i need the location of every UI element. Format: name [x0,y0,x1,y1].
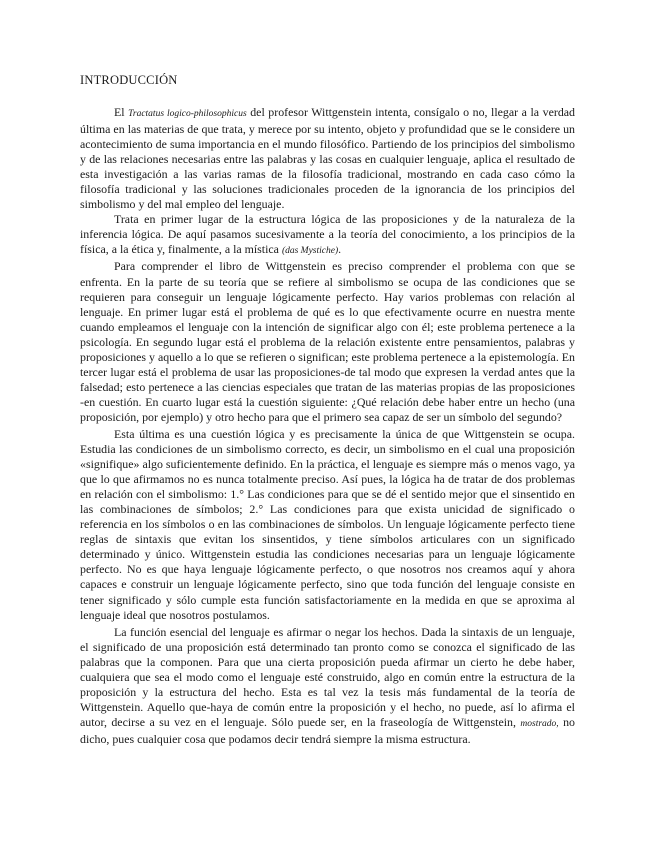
italic-title: Tractatus logico-philosophicus [128,109,247,119]
paragraph-text: La función esencial del lenguaje es afirmar o negar los hechos. Dada la sintaxis de un lenguaje, el significado de una proposición está determinado tan pronto como se conozca el significado de las palabras que la componen. Para que una cierta proposición pueda afirmar un cierto he debe haber, cualquiera que sea el modo como el lenguaje esté construido, algo en común entre la estructura de la proposición y la estructura del hecho. Esta es tal vez la tesis más fundamental de la teoría de Wittgenstein. Aquello que-haya de común entre la proposición y el hecho, no puede, así lo afirma el autor, decirse a su vez en el lenguaje. Sólo puede ser, en la fraseología de Wittgenstein, [80,624,575,729]
paragraph-text: Esta última es una cuestión lógica y es precisamente la única de que Wittgenstein se ocupa. Estudia las condiciones de un simbolismo correcto, es decir, un simbolismo en el cual una proposición «signifique» algo suficientemente definido. En la práctica, el lenguaje es siempre más o menos vago, ya que lo que afirmamos no es nunca totalmente preciso. Así pues, la lógica ha de tratar de dos problemas en relación con el simbolismo: 1.° Las condiciones para que se dé el sentido mejor que el sinsentido en las combinaciones de símbolos; 2.° Las condiciones para que exista unicidad de significado o referencia en los símbolos o en las combinaciones de símbolos. Un lenguaje lógicamente perfecto tiene reglas de sintaxis que evitan los sinsentidos, y tiene símbolos articulares con un significado determinado y único. Wittgenstein estudia las condiciones necesarias para un lenguaje lógicamente perfecto. No es que haya lenguaje lógicamente perfecto, o que nosotros nos creamos aquí y ahora capaces e construir un lenguaje lógicamente perfecto, sino que toda función del lenguaje consiste en tener significado y sólo cumple esta función satisfactoriamente en la medida en que se aproxima al lenguaje ideal que nosotros postulamos. [80,426,575,622]
paragraph-4 [80,427,575,625]
paragraph-1 [80,105,575,212]
paragraph-text: no dicho, pues cualquier cosa que podamos decir tendrá siempre la misma estructura. [80,714,575,746]
paragraph-3 [80,259,575,427]
paragraph-text: Trata en primer lugar de la estructura lógica de las proposiciones y de la naturaleza de la inferencia lógica. De aquí pasamos sucesivamente a la teoría del conocimiento, a los principios de la física, a la ética y, finalmente, a la mística [80,212,575,257]
body-text [80,105,575,747]
italic-term: mostrado, [520,718,559,729]
paragraph-text: Para comprender el libro de Wittgenstein es preciso comprender el problema con que se enfrenta. En la parte de su teoría que se refiere al simbolismo se ocupa de las condiciones que se requieren para conseguir un lenguaje lógicamente perfecto. Hay varios problemas con relación al lenguaje. En primer lugar está el problema de qué es lo que efectivamente ocurre en nuestra mente cuando empleamos el lenguaje con la intención de significar algo con él; este problema pertenece a la psicología. En segundo lugar está el problema de la relación existente entre pensamientos, palabras y proposiciones y aquello a lo que se refieren o significan; este problema pertenece a la epistemología. En tercer lugar está el problema de usar las proposiciones-de tal modo que expresen la verdad antes que la falsedad; esto pertenece a las ciencias especiales que tratan de las materias propias de las proposiciones -en cuestión. En cuarto lugar está la cuestión siguiente: ¿Qué relación debe haber entre un hecho (una proposición, por ejemplo) y otro hecho para que el primero sea capaz de ser un símbolo del segundo? [80,259,575,424]
paragraph-text: del profesor Wittgenstein intenta, consígalo o no, llegar a la verdad última en las materias de que trata, y merece por su intento, objeto y profundidad que se le considere un acontecimiento de suma importancia en el mundo filosófico. Partiendo de los principios del simbolismo y de las relaciones necesarias entre las palabras y las cosas en cualquier lenguaje, aplica el resultado de esta investigación a las varias ramas de la filosofía tradicional, mostrando en cada caso cómo la filosofía tradicional y las soluciones tradicionales proceden de la ignorancia de los principios del simbolismo y del mal empleo del lenguaje. [80,105,575,212]
paragraph-5 [80,625,575,747]
italic-term: (das Mystiche) [281,246,339,257]
paragraph-text: El [114,105,129,119]
section-heading: INTRODUCCIÓN [80,73,178,87]
paragraph-2 [80,212,575,259]
paragraph-text: . [338,242,342,257]
